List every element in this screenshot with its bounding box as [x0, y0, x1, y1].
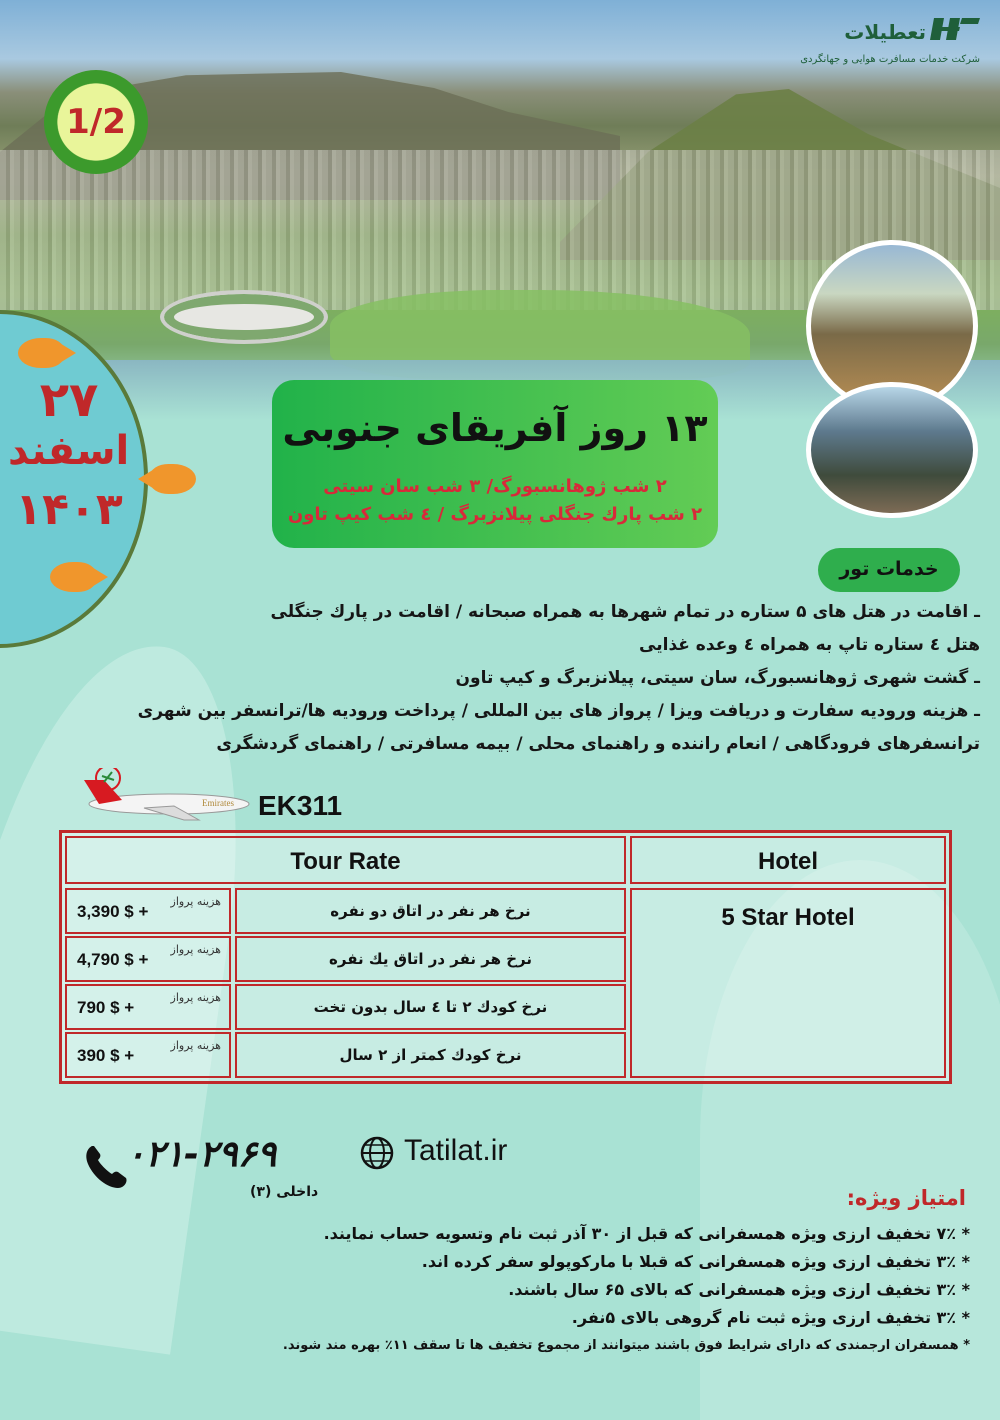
special-offers-list — [150, 1220, 970, 1360]
price-label: هزینه پرواز — [170, 895, 221, 908]
brand-logo[interactable] — [800, 14, 980, 82]
tour-rate-table — [59, 830, 952, 1084]
tour-rate-header-label: Tour Rate — [290, 848, 401, 875]
goldfish-icon — [18, 338, 64, 368]
special-offers-title: امتیاز ویژه: — [846, 1186, 966, 1210]
description-cell — [235, 936, 626, 982]
price-cell — [65, 936, 231, 982]
description-cell — [235, 1032, 626, 1078]
tour-rate-header — [65, 836, 626, 884]
service-item: هتل ٤ ستاره تاپ به همراه ٤ وعده غذایی — [639, 635, 980, 655]
penguin-photo — [806, 382, 978, 518]
brand-subtitle: شرکت خدمات مسافرت هوایی و جهانگردی — [800, 54, 980, 65]
price-cell — [65, 1032, 231, 1078]
website-link[interactable]: Tatilat.ir — [404, 1134, 508, 1167]
goldfish-icon — [150, 464, 196, 494]
airline-name: Emirates — [202, 798, 234, 808]
price-value: 3,390 $ + — [77, 902, 149, 921]
rate-description: نرخ هر نفر در اتاق یك نفره — [329, 950, 532, 968]
departure-day: ۲۷ — [39, 372, 99, 428]
table-row — [65, 936, 626, 982]
installment-badge — [44, 70, 148, 174]
description-cell — [235, 888, 626, 934]
services-heading — [818, 548, 960, 592]
logo-mark-icon — [930, 14, 980, 44]
price-cell — [65, 888, 231, 934]
itinerary-line-2: ۲ شب پارك جنگلی پیلانزبرگ / ٤ شب کیپ تاون — [287, 504, 703, 525]
price-value: 790 $ + — [77, 998, 135, 1017]
table-row — [65, 888, 626, 934]
service-item: ـ گشت شهری ژوهانسبورگ، سان سیتی، پیلانزبرگ و کیپ تاون — [455, 668, 980, 688]
departure-year: ۱۴۰۳ — [15, 484, 123, 535]
price-label: هزینه پرواز — [170, 1039, 221, 1052]
table-row — [65, 984, 626, 1030]
service-item: ترانسفرهای فرودگاهی / انعام راننده و راهنمای محلی / بیمه مسافرتی / راهنمای گردشگری — [216, 734, 980, 754]
special-offer-item: * ۳٪ تخفیف ارزی ویژه همسفرانی که بالای ۶۵ سال باشند. — [508, 1280, 970, 1299]
emirates-airplane-icon — [74, 768, 254, 822]
price-label: هزینه پرواز — [170, 943, 221, 956]
phone-number[interactable]: ۰۲۱-۲۹۶۹ — [126, 1134, 277, 1175]
price-label: هزینه پرواز — [170, 991, 221, 1004]
stadium — [160, 290, 328, 344]
departure-month: اسفند — [8, 428, 130, 474]
service-item: ـ اقامت در هتل های ۵ ستاره در تمام شهرها به همراه صبحانه / اقامت در پارك جنگلی — [270, 602, 980, 622]
tour-title-panel — [272, 380, 718, 548]
special-offer-item: * ۳٪ تخفیف ارزی ویژه همسفرانی که قبلا با مارکوپولو سفر کرده اند. — [421, 1252, 970, 1271]
phone-extension: داخلی (۳) — [250, 1184, 319, 1200]
service-item: ـ هزینه ورودیه سفارت و دریافت ویزا / پرواز های بین المللی / پرداخت ورودیه ها/ترانسفر بین شهری — [137, 701, 980, 721]
brand-name: تعطیلات — [844, 20, 926, 44]
table-row — [65, 1032, 626, 1078]
special-offer-item: * همسفران ارجمندی که دارای شرایط فوق باشند میتوانند از مجموع تخفیف ها تا سقف ۱۱٪ بهره مند شوند. — [282, 1338, 970, 1353]
price-cell — [65, 984, 231, 1030]
price-value: 390 $ + — [77, 1046, 135, 1065]
hotel-header-label: Hotel — [758, 848, 818, 875]
rate-description: نرخ هر نفر در اتاق دو نفره — [330, 902, 531, 920]
badge-text: 1/2 — [66, 102, 126, 142]
hotel-header — [630, 836, 946, 884]
hotel-name: 5 Star Hotel — [721, 904, 855, 931]
services-title: خدمات تور — [839, 558, 939, 580]
tour-title: ۱۳ روز آفریقای جنوبی — [282, 406, 708, 450]
flight-code: EK311 — [258, 790, 343, 821]
special-offer-item: * ۷٪ تخفیف ارزی ویژه همسفرانی که قبل از ۳۰ آذر ثبت نام وتسویه حساب نمایند. — [323, 1224, 970, 1243]
itinerary-line-1: ۲ شب ژوهانسبورگ/ ۳ شب سان سیتی — [323, 476, 667, 497]
rate-description: نرخ کودك کمتر از ۲ سال — [339, 1046, 522, 1064]
phone-icon[interactable] — [84, 1144, 128, 1190]
services-list — [20, 596, 980, 761]
price-value: 4,790 $ + — [77, 950, 149, 969]
special-offer-item: * ۳٪ تخفیف ارزی ویژه ثبت نام گروهی بالای ۵نفر. — [571, 1308, 970, 1327]
rate-description: نرخ کودك ۲ تا ٤ سال بدون تخت — [313, 998, 548, 1016]
description-cell — [235, 984, 626, 1030]
goldfish-icon — [50, 562, 96, 592]
globe-icon — [360, 1136, 394, 1170]
hotel-cell — [630, 888, 946, 1078]
